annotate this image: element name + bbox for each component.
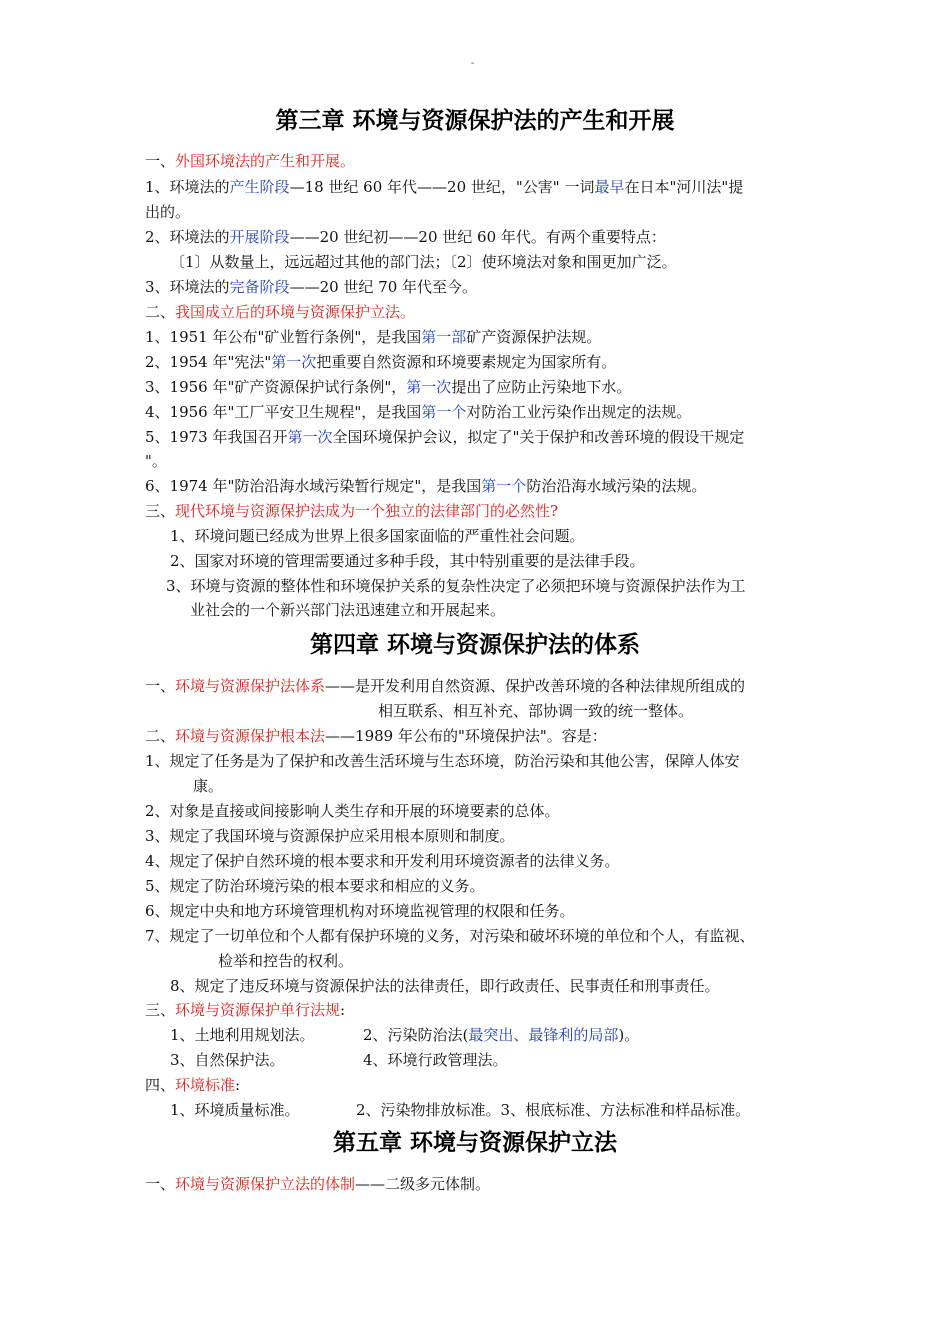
- section-heading-text: 环境与资源保护立法的体制: [175, 1175, 356, 1193]
- ch4-section-1-heading: 一、环境与资源保护法体系——是开发利用自然资源、保护改善环境的各种法律规所组成的: [145, 677, 746, 695]
- ch3-s1-item-1-cont: 出的。: [145, 203, 191, 221]
- highlight-text: 第一个: [481, 477, 527, 495]
- ch4-s3-item-1: 1、土地利用规划法。: [170, 1026, 315, 1044]
- ch4-s2-item-1-cont: 康。: [193, 777, 224, 795]
- highlight-text: 第一次: [406, 378, 452, 396]
- ch5-section-1-heading: 一、环境与资源保护立法的体制——二级多元体制。: [145, 1175, 491, 1193]
- ch3-s2-item-6: 6、1974 年"防治沿海水域污染暂行规定"，是我国第一个防治沿海水域污染的法规。: [145, 477, 707, 495]
- highlight-text: 最早: [594, 178, 625, 196]
- ch3-s2-item-4: 4、1956 年"工厂平安卫生规程"，是我国第一个对防治工业污染作出规定的法规。: [145, 403, 692, 421]
- ch3-s1-item-1: 1、环境法的产生阶段—18 世纪 60 年代——20 世纪，"公害" 一词最早在日本"河川法"提: [145, 178, 744, 196]
- ch3-section-1-heading: 一、外国环境法的产生和开展。: [145, 152, 356, 170]
- ch4-section-3-heading: 三、环境与资源保护单行法规:: [145, 1001, 346, 1019]
- ch3-s3-item-3: 3、环境与资源的整体性和环境保护关系的复杂性决定了必须把环境与资源保护法作为工: [166, 577, 746, 595]
- chapter-3-title: 第三章 环境与资源保护法的产生和开展: [275, 108, 675, 134]
- ch4-s2-item-7-cont: 检举和控告的权利。: [218, 952, 354, 970]
- ch3-s2-item-1: 1、1951 年公布"矿业暂行条例"，是我国第一部矿产资源保护法规。: [145, 328, 602, 346]
- ch3-s2-item-5: 5、1973 年我国召开第一次全国环境保护会议，拟定了"关于保护和改善环境的假设干规定: [145, 428, 745, 446]
- chapter-5-title: 第五章 环境与资源保护立法: [332, 1130, 617, 1156]
- chapter-4-title: 第四章 环境与资源保护法的体系: [309, 632, 640, 658]
- highlight-text: 第一个: [421, 403, 467, 421]
- ch3-s3-item-3-cont: 业社会的一个新兴部门法迅速建立和开展起来。: [190, 601, 506, 619]
- ch4-s3-item-4: 4、环境行政管理法。: [363, 1051, 508, 1069]
- ch3-s1-item-2: 2、环境法的开展阶段——20 世纪初——20 世纪 60 年代。有两个重要特点：: [145, 228, 666, 246]
- page-top-mark: -: [471, 58, 475, 69]
- section-heading-text: 环境与资源保护根本法: [175, 727, 326, 745]
- highlight-text: 开展阶段: [229, 228, 290, 246]
- ch3-s2-item-2: 2、1954 年"宪法"第一次把重要自然资源和环境要素规定为国家所有。: [145, 353, 617, 371]
- ch4-s1-cont: 相互联系、相互补充、部协调一致的统一整体。: [378, 702, 694, 720]
- ch4-section-4-heading: 四、环境标准:: [145, 1076, 241, 1094]
- ch3-s3-item-2: 2、国家对环境的管理需要通过多种手段，其中特别重要的是法律手段。: [170, 552, 645, 570]
- highlight-text: 第一次: [287, 428, 333, 446]
- ch4-s2-item-5: 5、规定了防治环境污染的根本要求和相应的义务。: [145, 877, 485, 895]
- section-heading-text: 现代环境与资源保护法成为一个独立的法律部门的必然性?: [175, 502, 559, 520]
- highlight-text: 完备阶段: [229, 278, 290, 296]
- ch4-s3-item-3: 3、自然保护法。: [170, 1051, 285, 1069]
- ch4-s2-item-7: 7、规定了一切单位和个人都有保护环境的义务，对污染和破坏环境的单位和个人，有监视、: [145, 927, 755, 945]
- ch4-s2-item-4: 4、规定了保护自然环境的根本要求和开发利用环境资源者的法律义务。: [145, 852, 620, 870]
- ch4-s2-item-2: 2、对象是直接或间接影响人类生存和开展的环境要素的总体。: [145, 802, 560, 820]
- ch4-section-2-heading: 二、环境与资源保护根本法——1989 年公布的"环境保护法"。容是：: [145, 727, 607, 745]
- ch3-s2-item-5-cont: "。: [145, 452, 167, 470]
- section-number: 一、: [145, 152, 176, 170]
- ch4-s4-item-2: 2、污染物排放标准。3、根底标准、方法标准和样品标准。: [356, 1101, 751, 1119]
- highlight-text: 第一次: [271, 353, 317, 371]
- section-heading-text: 环境标准: [175, 1076, 236, 1094]
- ch3-section-2-heading: 二、我国成立后的环境与资源保护立法。: [145, 303, 416, 321]
- ch4-s2-item-3: 3、规定了我国环境与资源保护应采用根本原则和制度。: [145, 827, 515, 845]
- ch4-s2-item-1: 1、规定了任务是为了保护和改善生活环境与生态环境，防治污染和其他公害，保障人体安: [145, 752, 740, 770]
- highlight-text: 第一部: [421, 328, 467, 346]
- ch3-s2-item-3: 3、1956 年"矿产资源保护试行条例"，第一次提出了应防止污染地下水。: [145, 378, 632, 396]
- ch4-s2-item-6: 6、规定中央和地方环境管理机构对环境监视管理的权限和任务。: [145, 902, 575, 920]
- section-heading-text: 我国成立后的环境与资源保护立法: [175, 303, 401, 321]
- ch4-s3-item-2: 2、污染防治法(最突出、最锋利的局部)。: [363, 1026, 640, 1044]
- section-heading-text: 环境与资源保护法体系: [175, 677, 326, 695]
- ch4-s4-item-1: 1、环境质量标准。: [170, 1101, 300, 1119]
- highlight-text: 最突出、最锋利的局部: [468, 1026, 619, 1044]
- ch3-s1-item-3: 3、环境法的完备阶段——20 世纪 70 年代至今。: [145, 278, 478, 296]
- highlight-text: 产生阶段: [229, 178, 290, 196]
- ch3-s3-item-1: 1、环境问题已经成为世界上很多国家面临的严重性社会问题。: [170, 527, 585, 545]
- ch3-s1-item-2-features: 〔1〕从数量上，远远超过其他的部门法；〔2〕使环境法对象和围更加广泛。: [170, 253, 677, 271]
- ch3-section-3-heading: 三、现代环境与资源保护法成为一个独立的法律部门的必然性?: [145, 502, 559, 520]
- section-heading-text: 环境与资源保护单行法规: [175, 1001, 341, 1019]
- section-heading-text: 外国环境法的产生和开展: [175, 152, 341, 170]
- ch4-s2-item-8: 8、规定了违反环境与资源保护法的法律责任，即行政责任、民事责任和刑事责任。: [170, 977, 720, 995]
